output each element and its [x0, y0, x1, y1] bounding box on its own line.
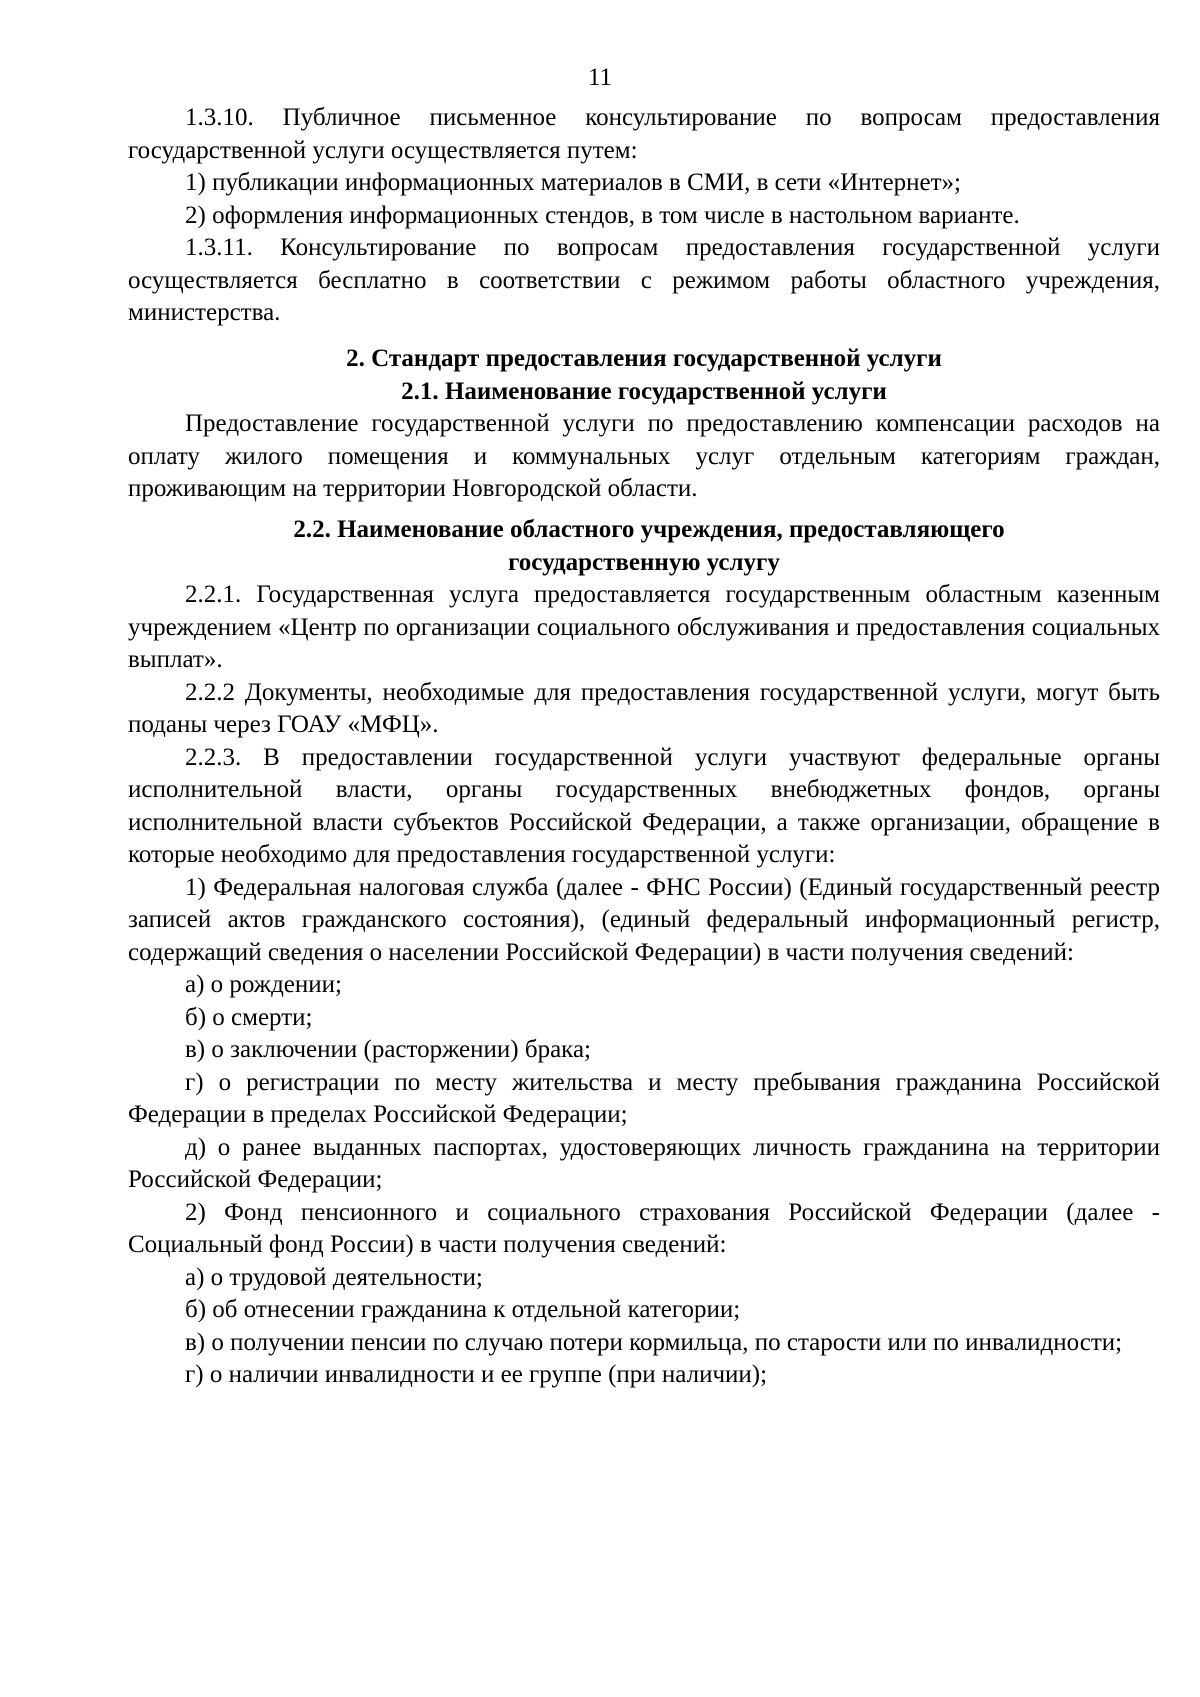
section-2-heading: 2. Стандарт предоставления государственной услуги [346, 345, 942, 372]
paragraph-2-2-3: 2.2.3. В предоставлении государственной услуги участвуют федеральные органы исполнительной власти, органы государственных внебюджетных фондов, органы исполнительной власти субъектов Российской Федерации, а также организации, обращение в которые необходимо для предоставления государственной услуги: [128, 743, 1160, 868]
list-item-social-fund: 2) Фонд пенсионного и социального страхования Российской Федерации (далее - Социальный фонд России) в части получения сведений: [128, 1198, 1160, 1258]
list-item-stands: 2) оформления информационных стендов, в том числе в настольном варианте. [185, 201, 1020, 229]
subsection-2-1-text: Предоставление государственной услуги по предоставлению компенсации расходов на оплату жилого помещения и коммунальных услуг отдельным категориям граждан, проживающим на территории Новгородской области. [128, 410, 1160, 502]
list-subitem-birth: а) о рождении; [185, 971, 342, 998]
paragraph-1-3-11: 1.3.11. Консультирование по вопросам предоставления государственной услуги осуществляется бесплатно в соответствии с режимом работы областного учреждения, министерства. [128, 234, 1160, 326]
paragraph-2-2-2: 2.2.2 Документы, необходимые для предоставления государственной услуги, могут быть поданы через ГОАУ «МФЦ». [128, 678, 1160, 738]
paragraph-1-3-10: 1.3.10. Публичное письменное консультирование по вопросам предоставления государственной услуги осуществляется путем: [128, 104, 1160, 164]
section-1-3 [128, 102, 1160, 330]
list-subitem-category: б) об отнесении гражданина к отдельной категории; [185, 1296, 741, 1323]
subsection-2-2-heading-line-1: 2.2. Наименование областного учреждения, предоставляющего [293, 516, 1005, 543]
list-item-publications: 1) публикации информационных материалов в СМИ, в сети «Интернет»; [185, 169, 961, 196]
section-2-2 [128, 514, 1160, 1392]
list-subitem-marriage: в) о заключении (расторжении) брака; [185, 1036, 591, 1063]
subsection-2-1-heading: 2.1. Наименование государственной услуги [401, 377, 887, 405]
list-subitem-labor: а) о трудовой деятельности; [185, 1263, 483, 1291]
subsection-2-2-heading-line-2: государственную услугу [508, 548, 780, 576]
paragraph-2-2-1: 2.2.1. Государственная услуга предоставляется государственным областным казенным учреждением «Центр по организации социального обслуживания и предоставления социальных выплат». [128, 581, 1160, 673]
list-subitem-disability: г) о наличии инвалидности и ее группе (при наличии); [185, 1361, 768, 1388]
list-subitem-registration: г) о регистрации по месту жительства и месту пребывания гражданина Российской Федерации в пределах Российской Федерации; [128, 1068, 1160, 1128]
section-2-heading-block [128, 343, 1160, 506]
list-subitem-death: б) о смерти; [185, 1003, 313, 1031]
list-subitem-pension: в) о получении пенсии по случаю потери кормильца, по старости или по инвалидности; [185, 1328, 1123, 1356]
list-subitem-passports: д) о ранее выданных паспортах, удостоверяющих личность гражданина на территории Российской Федерации; [128, 1133, 1160, 1193]
page-number: 11 [587, 64, 613, 91]
list-item-fns: 1) Федеральная налоговая служба (далее - ФНС России) (Единый государственный реестр записей актов гражданского состояния), (единый федеральный информационный регистр, содержащий сведения о населении Российской Федерации) в части получения сведений: [128, 873, 1160, 966]
